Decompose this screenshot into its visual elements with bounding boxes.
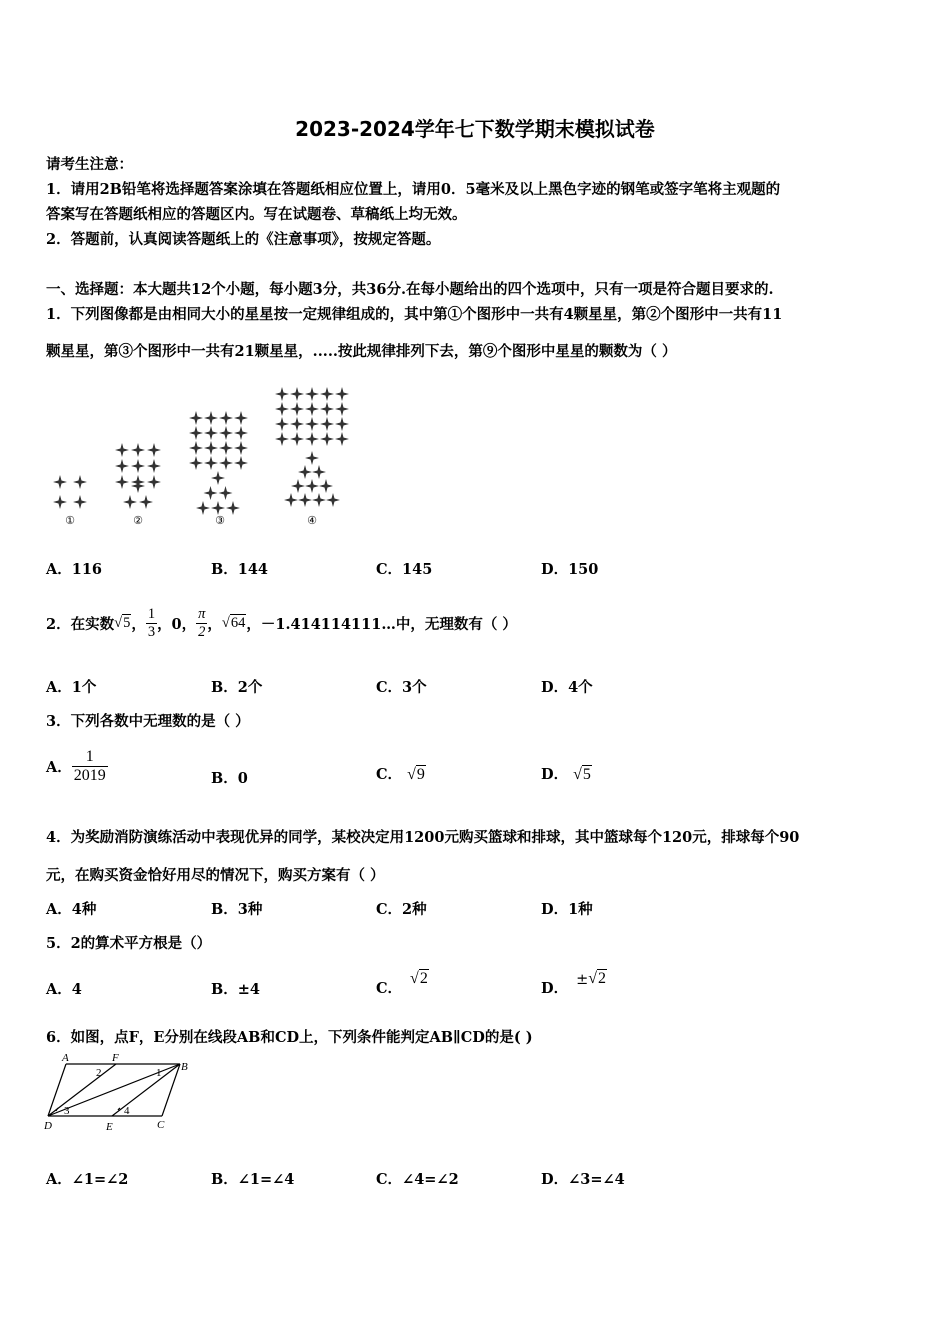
q2-option-c[interactable]: C．3个 <box>376 679 427 696</box>
q6-label-a: A <box>62 1052 69 1064</box>
figure-4-triangle-star <box>291 479 305 493</box>
figure-4-triangle-star <box>312 465 326 479</box>
figure-3-grid-star <box>189 426 203 440</box>
figure-4-grid-star <box>305 402 319 416</box>
q5-pm-sqrt2: √2 <box>588 970 607 987</box>
figure-4-triangle-star <box>319 479 333 493</box>
q6-label-b: B <box>181 1061 188 1073</box>
q3-option-c[interactable] <box>376 763 426 784</box>
figure-3-triangle-star <box>211 471 225 485</box>
q5-sqrt2: √2 <box>410 970 428 987</box>
q1-option-d[interactable]: D．150 <box>541 561 599 578</box>
figure-label-3: ③ <box>215 515 225 527</box>
q6-option-c[interactable]: C．∠4=∠2 <box>376 1171 459 1188</box>
figure-4-grid-star <box>275 432 289 446</box>
figure-3-grid-star <box>204 456 218 470</box>
q2-option-a[interactable]: A．1个 <box>46 679 97 696</box>
figure-2-grid-star <box>147 443 161 457</box>
figure-4-triangle-star <box>305 479 319 493</box>
figure-3-grid-star <box>204 441 218 455</box>
q2-option-d[interactable]: D．4个 <box>541 679 593 696</box>
q2-fraction-one-third: $\frac{1}{3}$ <box>147 605 156 640</box>
figure-3-triangle-star <box>226 501 240 515</box>
figure-4-triangle-star <box>326 493 340 507</box>
figure-1-grid-star <box>73 475 87 489</box>
q2-sqrt5: √5 <box>114 614 131 631</box>
figure-4-grid-star <box>275 417 289 431</box>
q2-comma-1: ， <box>131 615 146 633</box>
q6-label-c: C <box>157 1119 165 1131</box>
q1-star-pattern-figure <box>46 372 366 532</box>
q2-option-b[interactable]: B．2个 <box>211 679 263 696</box>
figure-label-4: ④ <box>307 515 317 527</box>
q2-prefix: 2．在实数 <box>46 615 115 633</box>
figure-2-grid-star <box>115 475 129 489</box>
q3-option-a-label: A． <box>46 758 72 776</box>
q6-parallelogram-figure <box>44 1052 194 1134</box>
figure-3-triangle-star <box>204 486 218 500</box>
page-title: 2023-2024学年七下数学期末模拟试卷 <box>295 117 655 141</box>
q5-option-d-label: D． <box>541 980 569 997</box>
q4-option-d[interactable]: D．1种 <box>541 901 593 918</box>
figure-4-grid-star <box>275 402 289 416</box>
q3-option-b[interactable]: B．0 <box>211 770 248 787</box>
figure-3-grid-star <box>234 456 248 470</box>
q6-angle-3: 3 <box>64 1105 70 1117</box>
figure-label-2: ② <box>133 515 143 527</box>
notice-line-1b: 答案写在答题纸相应的答题区内。写在试题卷、草稿纸上均无效。 <box>46 206 467 223</box>
q3-option-a[interactable] <box>46 742 108 790</box>
figure-4-grid-star <box>305 387 319 401</box>
figure-4-grid-star <box>290 432 304 446</box>
q2-suffix: ，－1.414114111…中，无理数有（ ） <box>246 615 517 633</box>
q4-option-a[interactable]: A．4种 <box>46 901 97 918</box>
figure-4-triangle-star <box>284 493 298 507</box>
figure-3-grid-star <box>219 441 233 455</box>
figure-4-grid-star <box>290 417 304 431</box>
q2-fraction-pi-half: $\frac{\pi}{2}$ <box>198 605 206 640</box>
q3-stem: 3．下列各数中无理数的是（ ） <box>46 713 250 730</box>
q2-sqrt64: √64 <box>221 614 246 631</box>
notice-line-1a: 1．请用2B铅笔将选择题答案涂填在答题纸相应位置上，请用0．5毫米及以上黑色字迹的钢笔或签字笔将主观题的 <box>46 181 781 198</box>
figure-4-grid-star <box>290 387 304 401</box>
q5-plus-minus: ± <box>576 972 589 988</box>
figure-2-triangle-star <box>131 479 145 493</box>
q2-stem <box>46 596 517 650</box>
figure-4-grid-star <box>320 417 334 431</box>
q6-label-e: E <box>106 1121 113 1133</box>
figure-3-grid-star <box>204 426 218 440</box>
figure-4-grid-star <box>335 387 349 401</box>
figure-4-triangle-star <box>312 493 326 507</box>
figure-4-grid-star <box>290 402 304 416</box>
q5-option-d[interactable] <box>541 968 607 998</box>
figure-3-grid-star <box>234 426 248 440</box>
section-heading: 一、选择题：本大题共12个小题，每小题3分，共36分.在每小题给出的四个选项中，只有一项是符合题目要求的. <box>46 281 774 298</box>
q6-option-a[interactable]: A．∠1=∠2 <box>46 1171 129 1188</box>
q1-option-c[interactable]: C．145 <box>376 561 433 578</box>
figure-3-triangle-star <box>196 501 210 515</box>
q6-angle-4: 4 <box>124 1105 130 1117</box>
figure-2-grid-star <box>147 475 161 489</box>
q6-option-b[interactable]: B．∠1=∠4 <box>211 1171 295 1188</box>
figure-4-grid-star <box>320 432 334 446</box>
figure-4-grid-star <box>275 387 289 401</box>
figure-2-grid-star <box>131 459 145 473</box>
notice-line-2: 2．答题前，认真阅读答题纸上的《注意事项》，按规定答题。 <box>46 231 441 248</box>
figure-2-grid-star <box>115 443 129 457</box>
figure-3-grid-star <box>234 441 248 455</box>
q5-option-b[interactable]: B．±4 <box>211 981 260 998</box>
q3-sqrt9: √9 <box>407 766 425 783</box>
q5-option-c-label: C． <box>376 980 403 997</box>
q3-sqrt5: √5 <box>573 766 591 783</box>
figure-3-grid-star <box>189 441 203 455</box>
q5-option-a[interactable]: A．4 <box>46 981 82 998</box>
figure-4-triangle-star <box>298 493 312 507</box>
q4-stem-line1: 4．为奖励消防演练活动中表现优异的同学，某校决定用1200元购买篮球和排球，其中篮球每个120元，排球每个90 <box>46 829 800 846</box>
figure-3-grid-star <box>219 456 233 470</box>
figure-3-grid-star <box>219 426 233 440</box>
figure-3-grid-star <box>189 456 203 470</box>
figure-4-grid-star <box>335 402 349 416</box>
q3-option-d-label: D． <box>541 766 569 783</box>
figure-2-grid-star <box>115 459 129 473</box>
figure-3-triangle-star <box>219 486 233 500</box>
figure-2-triangle-star <box>139 495 153 509</box>
q6-stem: 6．如图，点F，E分别在线段AB和CD上，下列条件能判定AB∥CD的是( ) <box>46 1029 533 1046</box>
figure-1-grid-star <box>53 475 67 489</box>
q3-option-d[interactable] <box>541 763 592 784</box>
q1-option-b[interactable]: B．144 <box>211 561 269 578</box>
q4-stem-line2: 元，在购买资金恰好用尽的情况下，购买方案有（ ） <box>46 867 385 884</box>
figure-3-grid-star <box>234 411 248 425</box>
figure-2-grid-star <box>147 459 161 473</box>
figure-3-grid-star <box>204 411 218 425</box>
figure-3-grid-star <box>189 411 203 425</box>
figure-4-grid-star <box>320 387 334 401</box>
figure-4-triangle-star <box>298 465 312 479</box>
figure-4-grid-star <box>335 432 349 446</box>
q3-option-c-label: C． <box>376 766 403 783</box>
figure-3-triangle-star <box>211 501 225 515</box>
figure-3-grid-star <box>219 411 233 425</box>
figure-4-triangle-star <box>305 451 319 465</box>
figure-4-grid-star <box>305 432 319 446</box>
q5-option-c[interactable] <box>376 968 429 998</box>
figure-4-grid-star <box>335 417 349 431</box>
figure-4-grid-star <box>305 417 319 431</box>
q6-label-d: D <box>44 1120 52 1132</box>
star-groups <box>53 387 349 515</box>
figure-4-grid-star <box>320 402 334 416</box>
q6-option-d[interactable]: D．∠3=∠4 <box>541 1171 625 1188</box>
q1-stem-line2: 颗星星，第③个图形中一共有21颗星星，.....按此规律排列下去，第⑨个图形中星星的颗数为（ ） <box>46 343 677 360</box>
q4-option-c[interactable]: C．2种 <box>376 901 427 918</box>
figure-2-triangle-star <box>123 495 137 509</box>
q6-angle-2: 2 <box>96 1067 102 1079</box>
figure-label-1: ① <box>65 515 75 527</box>
q6-angle-1: 1 <box>156 1067 162 1079</box>
q4-option-b[interactable]: B．3种 <box>211 901 263 918</box>
q5-stem: 5．2的算术平方根是（） <box>46 935 212 952</box>
figure-1-grid-star <box>53 495 67 509</box>
notice-heading: 请考生注意： <box>46 156 133 173</box>
q2-zero: ，0， <box>157 615 197 633</box>
figure-1-grid-star <box>73 495 87 509</box>
q3-fraction: $\frac{1}{2019}$ <box>73 747 106 784</box>
q6-label-f: F <box>112 1052 119 1064</box>
q2-comma-2: ， <box>207 615 222 633</box>
q1-stem-line1: 1．下列图像都是由相同大小的星星按一定规律组成的，其中第①个图形中一共有4颗星星，第②个图形中一共有11 <box>46 306 783 323</box>
q1-option-a[interactable]: A．116 <box>46 561 103 578</box>
figure-2-grid-star <box>131 443 145 457</box>
